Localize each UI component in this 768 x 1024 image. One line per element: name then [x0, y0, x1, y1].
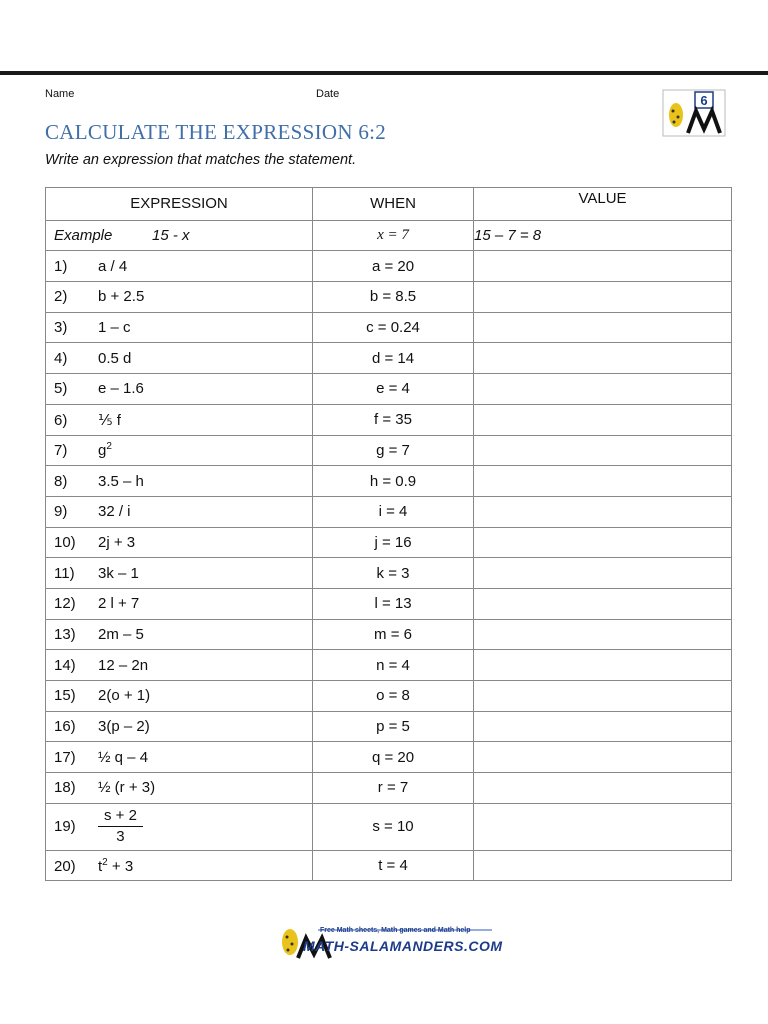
expression-cell [46, 496, 313, 527]
row-number: 12) [54, 595, 76, 613]
example-expression: 15 - x [152, 227, 190, 245]
expression-cell [46, 343, 313, 374]
when-cell: r = 7 [313, 773, 474, 804]
value-answer-cell[interactable] [474, 282, 732, 313]
col-header-expression: EXPRESSION [46, 188, 313, 221]
expression-cell [46, 404, 313, 435]
when-cell: l = 13 [313, 588, 474, 619]
table-row [46, 558, 732, 589]
expression-cell [46, 466, 313, 497]
expression-cell [46, 850, 313, 881]
when-cell: m = 6 [313, 619, 474, 650]
expression-cell [46, 588, 313, 619]
salamander-logo-icon [662, 89, 726, 137]
expression [98, 857, 133, 875]
value-answer-cell[interactable] [474, 466, 732, 497]
expression-cell [46, 681, 313, 712]
expression-cell [46, 282, 313, 313]
expression: ⅕ f [98, 411, 121, 429]
expression-cell [46, 558, 313, 589]
expression-cell [46, 650, 313, 681]
expression: 2(o + 1) [98, 687, 151, 705]
when-cell: a = 20 [313, 251, 474, 282]
table-row [46, 251, 732, 282]
when-cell: o = 8 [313, 681, 474, 712]
value-answer-cell[interactable] [474, 251, 732, 282]
value-answer-cell[interactable] [474, 803, 732, 850]
when-cell: c = 0.24 [313, 312, 474, 343]
when-cell: g = 7 [313, 435, 474, 466]
svg-text:6: 6 [700, 93, 708, 108]
row-number: 17) [54, 748, 76, 766]
exponent: 2 [106, 441, 112, 453]
table-row [46, 650, 732, 681]
col-header-when: WHEN [313, 188, 474, 221]
row-number: 15) [54, 687, 76, 705]
footer-site: MATH-SALAMANDERS.COM [303, 938, 503, 954]
value-answer-cell[interactable] [474, 681, 732, 712]
table-row [46, 312, 732, 343]
value-answer-cell[interactable] [474, 619, 732, 650]
row-number: 16) [54, 718, 76, 736]
expression: 3(p – 2) [98, 718, 150, 736]
expression-base: t [98, 857, 103, 875]
when-cell: j = 16 [313, 527, 474, 558]
expression-table [45, 187, 732, 881]
col-header-value: VALUE [474, 188, 732, 221]
value-answer-cell[interactable] [474, 711, 732, 742]
row-number: 13) [54, 625, 76, 643]
expression-base: g [98, 442, 107, 460]
value-answer-cell[interactable] [474, 527, 732, 558]
expression: 3k – 1 [98, 564, 139, 582]
exponent: 2 [102, 856, 108, 868]
expression-cell [46, 773, 313, 804]
when-cell: h = 0.9 [313, 466, 474, 497]
when-cell: e = 4 [313, 374, 474, 405]
value-answer-cell[interactable] [474, 773, 732, 804]
name-label: Name [45, 88, 75, 100]
when-cell: f = 35 [313, 404, 474, 435]
expression: 2j + 3 [98, 533, 136, 551]
when-cell: q = 20 [313, 742, 474, 773]
table-row [46, 619, 732, 650]
when-cell: p = 5 [313, 711, 474, 742]
fraction-denominator: 3 [116, 828, 125, 846]
value-answer-cell[interactable] [474, 435, 732, 466]
value-answer-cell[interactable] [474, 742, 732, 773]
when-cell: i = 4 [313, 496, 474, 527]
page-title: CALCULATE THE EXPRESSION 6:2 [45, 120, 387, 144]
row-number: 5) [54, 380, 68, 398]
table-row [46, 343, 732, 374]
table-row [46, 803, 732, 850]
expression: 1 – c [98, 319, 131, 337]
expression: 32 / i [98, 503, 131, 521]
value-answer-cell[interactable] [474, 312, 732, 343]
table-row [46, 588, 732, 619]
when-cell: k = 3 [313, 558, 474, 589]
expression-cell [46, 527, 313, 558]
when-cell: s = 10 [313, 803, 474, 850]
expression: e – 1.6 [98, 380, 144, 398]
value-answer-cell[interactable] [474, 558, 732, 589]
expression-cell [46, 251, 313, 282]
value-answer-cell[interactable] [474, 374, 732, 405]
expression-cell [46, 312, 313, 343]
row-number: 9) [54, 503, 68, 521]
table-row [46, 435, 732, 466]
table-row [46, 711, 732, 742]
value-answer-cell[interactable] [474, 404, 732, 435]
table-row [46, 466, 732, 497]
table-row [46, 742, 732, 773]
fraction-numerator: s + 2 [98, 806, 143, 827]
table-row [46, 773, 732, 804]
expression-cell [46, 435, 313, 466]
value-answer-cell[interactable] [474, 343, 732, 374]
expression: a / 4 [98, 257, 128, 275]
top-rule [0, 71, 768, 75]
row-number: 10) [54, 533, 76, 551]
expression [98, 441, 112, 459]
expression: ½ (r + 3) [98, 779, 156, 797]
table-row [46, 404, 732, 435]
fraction [98, 806, 143, 847]
row-number: 19) [54, 817, 76, 835]
value-answer-cell[interactable] [474, 588, 732, 619]
date-label: Date [316, 88, 340, 100]
expression: ½ q – 4 [98, 748, 149, 766]
expression [98, 806, 143, 847]
value-answer-cell[interactable] [474, 850, 732, 881]
expression: b + 2.5 [98, 288, 145, 306]
value-answer-cell[interactable] [474, 650, 732, 681]
row-number: 3) [54, 319, 68, 337]
when-cell: n = 4 [313, 650, 474, 681]
expression-cell [46, 711, 313, 742]
value-answer-cell[interactable] [474, 496, 732, 527]
example-label: Example [54, 227, 113, 245]
table-row [46, 527, 732, 558]
expression: 12 – 2n [98, 656, 149, 674]
row-number: 8) [54, 472, 68, 490]
row-number: 14) [54, 656, 76, 674]
table-row [46, 496, 732, 527]
table-row [46, 681, 732, 712]
expression-cell [46, 803, 313, 850]
expression: 2 l + 7 [98, 595, 140, 613]
expression: 0.5 d [98, 349, 132, 367]
example-value: 15 – 7 = 8 [474, 220, 732, 251]
footer-tagline: Free Math sheets, Math games and Math help [320, 927, 471, 934]
row-number: 18) [54, 779, 76, 797]
row-number: 1) [54, 257, 68, 275]
expression: 2m – 5 [98, 625, 144, 643]
row-number: 4) [54, 349, 68, 367]
expression-cell [46, 619, 313, 650]
table-row [46, 850, 732, 881]
expression-cell [46, 374, 313, 405]
row-number: 2) [54, 288, 68, 306]
row-number: 20) [54, 857, 76, 875]
expression-cell [46, 742, 313, 773]
example-row [46, 220, 732, 251]
when-cell: t = 4 [313, 850, 474, 881]
instructions: Write an expression that matches the statement. [45, 152, 357, 168]
row-number: 11) [54, 564, 75, 582]
table-row [46, 282, 732, 313]
when-cell: b = 8.5 [313, 282, 474, 313]
when-cell: d = 14 [313, 343, 474, 374]
example-when: x = 7 [313, 220, 474, 251]
expression-tail: + 3 [107, 857, 134, 875]
table-row [46, 374, 732, 405]
row-number: 7) [54, 442, 68, 460]
row-number: 6) [54, 411, 68, 429]
expression: 3.5 – h [98, 472, 144, 490]
